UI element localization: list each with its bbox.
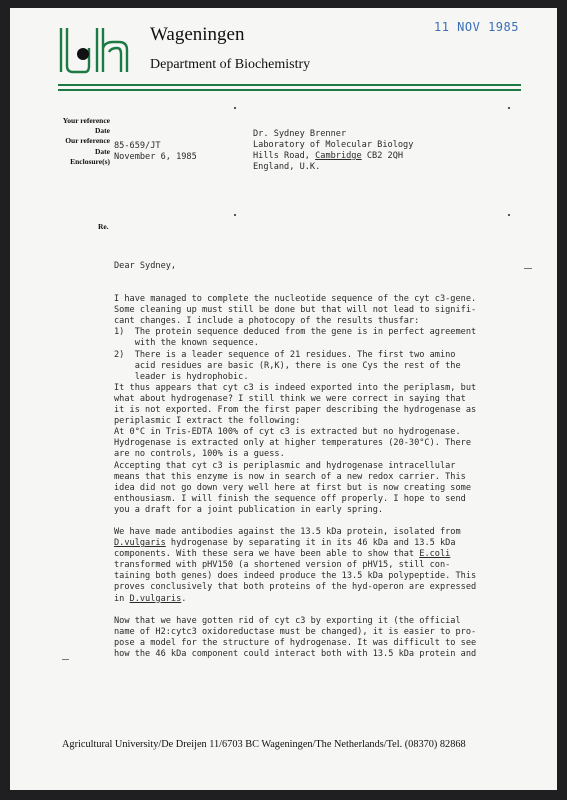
text-line: Accepting that cyt c3 is periplasmic and hydrogenase intracellular bbox=[114, 460, 456, 471]
text-line: 2) There is a leader sequence of 21 residues. The first two amino bbox=[114, 349, 456, 360]
text-line: pose a model for the structure of hydrogenase. It was difficult to see bbox=[114, 637, 477, 648]
label-date: Date bbox=[95, 146, 110, 156]
text-line: are no controls, 100% is a guess. bbox=[114, 449, 285, 460]
text-line: means that this enzyme is now in search of a new redox carrier. This bbox=[114, 471, 466, 482]
text-line: how the 46 kDa component could interact both with 13.5 kDa protein and bbox=[114, 648, 477, 659]
margin-mark bbox=[62, 659, 69, 660]
text-line: Hydrogenase is extracted only at higher temperatures (20-30°C). There bbox=[114, 438, 471, 449]
text-line: taining both genes) does indeed produce the 13.5 kDa polypeptide. This bbox=[114, 571, 477, 582]
received-date-stamp: 11 NOV 1985 bbox=[434, 20, 519, 34]
fold-mark bbox=[508, 214, 510, 216]
text-line: what about hydrogenase? I still think we were correct in saying that bbox=[114, 393, 466, 404]
label-our-reference: Our reference bbox=[65, 136, 110, 146]
text-line: acid residues are basic (R,K), there is one Cys the rest of the bbox=[114, 360, 461, 371]
text-line: you a draft for a joint publication in early spring. bbox=[114, 504, 384, 515]
date-value: November 6, 1985 bbox=[114, 152, 197, 162]
department-name: Department of Biochemistry bbox=[150, 57, 311, 72]
header-rule-bottom bbox=[58, 89, 521, 91]
our-reference-value: 85-659/JT bbox=[114, 141, 161, 151]
text-line: it is not exported. From the first paper describing the hydrogenase as bbox=[114, 405, 477, 416]
text-line: At 0°C in Tris-EDTA 100% of cyt c3 is extracted but no hydrogenase. bbox=[114, 427, 461, 438]
organization-name: Wageningen bbox=[150, 24, 245, 45]
text-line: in D.vulgaris. bbox=[114, 593, 187, 604]
reference-values bbox=[114, 141, 197, 163]
text-line: We have made antibodies against the 13.5 kDa protein, isolated from bbox=[114, 526, 461, 537]
recipient-name: Dr. Sydney Brenner bbox=[253, 129, 347, 139]
wageningen-logo bbox=[55, 26, 135, 74]
salutation: Dear Sydney, bbox=[114, 261, 177, 271]
text-line: enthousiasm. I will finish the sequence off properly. I hope to send bbox=[114, 493, 466, 504]
re-label: Re. bbox=[98, 222, 109, 231]
fold-mark bbox=[234, 107, 236, 109]
label-your-reference: Your reference bbox=[62, 116, 110, 125]
text-line: Some cleaning up must still be done but that will not lead to signifi- bbox=[114, 305, 477, 316]
letterhead-footer: Agricultural University/De Dreijen 11/6703 BC Wageningen/The Netherlands/Tel. (08370) 82868 bbox=[62, 739, 466, 750]
species-name: E.coli bbox=[419, 549, 451, 560]
text-line: Now that we have gotten rid of cyt c3 by exporting it (the official bbox=[114, 615, 461, 626]
text-line: proves conclusively that both proteins of the hyd-operon are expressed bbox=[114, 582, 477, 593]
text-line: leader is hydrophobic. bbox=[114, 371, 249, 382]
label-enclosures: Enclosure(s) bbox=[70, 156, 110, 166]
text-line: cant changes. I include a photocopy of the results thusfar: bbox=[114, 316, 420, 327]
text-line: idea did not go down very well here at first but is now creating some bbox=[114, 482, 471, 493]
recipient-address bbox=[253, 129, 413, 173]
fold-mark bbox=[508, 107, 510, 109]
text-line: transformed with pHV150 (a shortened version of pHV15, still con- bbox=[114, 560, 451, 571]
species-name: D.vulgaris bbox=[114, 538, 166, 549]
text-line: It thus appears that cyt c3 is indeed exported into the periplasm, but bbox=[114, 382, 477, 393]
recipient-street: Hills Road, Cambridge CB2 2QH bbox=[253, 151, 404, 161]
recipient-institution: Laboratory of Molecular Biology bbox=[253, 140, 414, 150]
text-line: periplasmic I extract the following: bbox=[114, 416, 301, 427]
text-line: name of H2:cytc3 oxidoreductase must be changed), it is easier to pro- bbox=[114, 626, 477, 637]
paragraph-2 bbox=[114, 527, 534, 605]
text-line: components. With these sera we have been able to show that E.coli bbox=[114, 549, 451, 560]
paragraph-1 bbox=[114, 294, 534, 516]
recipient-country: England, U.K. bbox=[253, 162, 321, 172]
text-line: 1) The protein sequence deduced from the gene is in perfect agreement bbox=[114, 327, 477, 338]
reference-labels bbox=[30, 116, 110, 167]
paragraph-3 bbox=[114, 616, 534, 660]
text-line: with the known sequence. bbox=[114, 338, 259, 349]
fold-mark bbox=[234, 214, 236, 216]
text-line: I have managed to complete the nucleotide sequence of the cyt c3-gene. bbox=[114, 294, 477, 305]
header-rule-top bbox=[58, 84, 521, 86]
text-line: D.vulgaris hydrogenase by separating it in its 46 kDa and 13.5 kDa bbox=[114, 538, 456, 549]
species-name: D.vulgaris bbox=[129, 593, 182, 604]
letter-body bbox=[114, 261, 534, 660]
label-date: Date bbox=[95, 126, 110, 136]
